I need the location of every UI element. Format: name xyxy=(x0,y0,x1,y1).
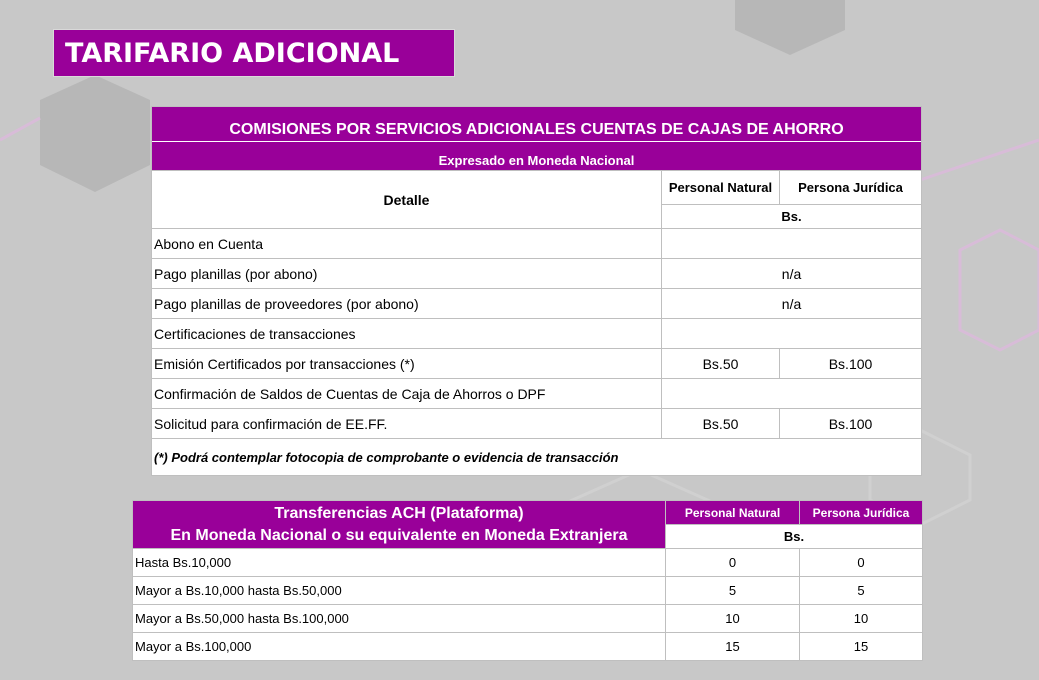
row-value xyxy=(662,319,922,349)
col-juridica-header: Persona Jurídica xyxy=(780,171,922,205)
row-juridica: 15 xyxy=(800,633,923,661)
row-juridica: 5 xyxy=(800,577,923,605)
row-juridica: 0 xyxy=(800,549,923,577)
table1-heading: COMISIONES POR SERVICIOS ADICIONALES CUENTAS DE CAJAS DE AHORRO xyxy=(152,107,922,142)
savings-fees-table xyxy=(151,106,922,476)
row-detail: Hasta Bs.10,000 xyxy=(133,549,666,577)
table-row xyxy=(133,633,923,661)
table1-footnote: (*) Podrá contemplar fotocopia de comprobante o evidencia de transacción xyxy=(152,439,922,476)
row-value xyxy=(662,229,922,259)
ach-transfers-table xyxy=(132,500,923,661)
table-row xyxy=(152,379,922,409)
table2-heading-line2: En Moneda Nacional o su equivalente en Moneda Extranjera xyxy=(170,526,628,544)
row-detail: Solicitud para confirmación de EE.FF. xyxy=(152,409,662,439)
row-detail: Abono en Cuenta xyxy=(152,229,662,259)
row-detail: Mayor a Bs.100,000 xyxy=(133,633,666,661)
table-row xyxy=(152,319,922,349)
row-natural: 5 xyxy=(666,577,800,605)
currency-header: Bs. xyxy=(666,525,923,549)
row-detail: Pago planillas de proveedores (por abono) xyxy=(152,289,662,319)
table-row xyxy=(133,549,923,577)
table2-heading xyxy=(133,501,666,549)
row-natural: 15 xyxy=(666,633,800,661)
row-detail: Pago planillas (por abono) xyxy=(152,259,662,289)
row-detail: Confirmación de Saldos de Cuentas de Caja de Ahorros o DPF xyxy=(152,379,662,409)
table-row xyxy=(152,229,922,259)
row-juridica: Bs.100 xyxy=(780,409,922,439)
table2-heading-line1: Transferencias ACH (Plataforma) xyxy=(274,504,524,522)
table-row xyxy=(152,409,922,439)
row-natural: Bs.50 xyxy=(662,349,780,379)
row-detail: Mayor a Bs.50,000 hasta Bs.100,000 xyxy=(133,605,666,633)
table-row xyxy=(152,259,922,289)
currency-header: Bs. xyxy=(662,205,922,229)
col-natural-header: Personal Natural xyxy=(662,171,780,205)
table-row xyxy=(133,577,923,605)
col-natural-header: Personal Natural xyxy=(666,501,800,525)
table-row xyxy=(152,349,922,379)
col-juridica-header: Persona Jurídica xyxy=(800,501,923,525)
row-value xyxy=(662,379,922,409)
row-value: n/a xyxy=(662,259,922,289)
table1-subheading: Expresado en Moneda Nacional xyxy=(152,142,922,171)
col-detail-header: Detalle xyxy=(152,171,662,229)
page-title: TARIFARIO ADICIONAL xyxy=(53,29,455,77)
row-value: n/a xyxy=(662,289,922,319)
row-natural: 10 xyxy=(666,605,800,633)
row-detail: Mayor a Bs.10,000 hasta Bs.50,000 xyxy=(133,577,666,605)
table-row xyxy=(133,605,923,633)
row-juridica: Bs.100 xyxy=(780,349,922,379)
table-row xyxy=(152,289,922,319)
row-juridica: 10 xyxy=(800,605,923,633)
row-detail: Certificaciones de transacciones xyxy=(152,319,662,349)
row-natural: 0 xyxy=(666,549,800,577)
row-natural: Bs.50 xyxy=(662,409,780,439)
row-detail: Emisión Certificados por transacciones (*) xyxy=(152,349,662,379)
